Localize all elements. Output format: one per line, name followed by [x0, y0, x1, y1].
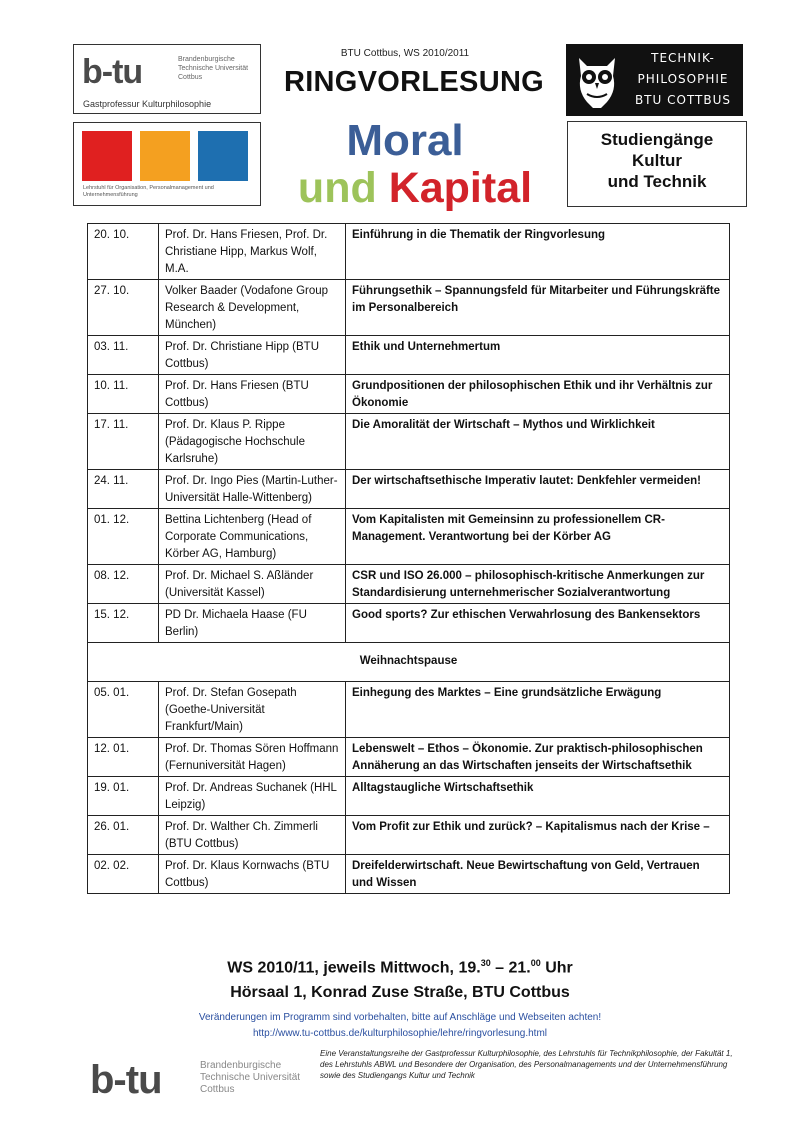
studiengaenge-logo — [567, 121, 747, 207]
chair-logo-caption: Lehrstuhl für Organisation, Personalmanagement und Unternehmensführung — [83, 185, 214, 198]
schedule-row — [88, 414, 730, 470]
schedule-row — [88, 470, 730, 509]
schedule-row — [88, 280, 730, 336]
speaker-cell: Prof. Dr. Hans Friesen (BTU Cottbus) — [159, 375, 346, 414]
schedule-row — [88, 375, 730, 414]
date-cell: 03. 11. — [88, 336, 159, 375]
speaker-cell: Prof. Dr. Stefan Gosepath (Goethe-Universität Frankfurt/Main) — [159, 682, 346, 738]
btu-logo — [73, 44, 261, 114]
topic-cell: Good sports? Zur ethischen Verwahrlosung des Bankensektors — [346, 604, 730, 643]
btu-footer-logo-university: Brandenburgische Technische Universität Cottbus — [200, 1060, 301, 1095]
speaker-cell: Prof. Dr. Walther Ch. Zimmerli (BTU Cottbus) — [159, 816, 346, 855]
technikphilosophie-logo — [566, 44, 743, 116]
lecture-schedule-table — [87, 223, 730, 894]
date-cell: 17. 11. — [88, 414, 159, 470]
topic-cell: CSR und ISO 26.000 – philosophisch-kritische Anmerkungen zur Standardisierung unternehmerischer Sozialverantwortung — [346, 565, 730, 604]
schedule-row — [88, 336, 730, 375]
event-title: RINGVORLESUNG — [283, 66, 545, 98]
date-cell: 01. 12. — [88, 509, 159, 565]
schedule-row — [88, 224, 730, 280]
schedule-row — [88, 565, 730, 604]
red-square — [82, 131, 132, 181]
speaker-cell: Prof. Dr. Klaus Kornwachs (BTU Cottbus) — [159, 855, 346, 894]
philo-logo-line3: BTU COTTBUS — [634, 93, 732, 107]
btu-footer-logo-mark: b-tu — [90, 1058, 162, 1102]
place-info: Hörsaal 1, Konrad Zuse Straße, BTU Cottbus — [230, 984, 570, 1001]
study-logo-line3: und Technik — [607, 172, 707, 191]
date-cell: 10. 11. — [88, 375, 159, 414]
topic-cell: Alltagstaugliche Wirtschaftsethik — [346, 777, 730, 816]
christmas-break-label: Weihnachtspause — [88, 643, 730, 682]
speaker-cell: Prof. Dr. Klaus P. Rippe (Pädagogische Hochschule Karlsruhe) — [159, 414, 346, 470]
speaker-cell: Prof. Dr. Ingo Pies (Martin-Luther-Universität Halle-Wittenberg) — [159, 470, 346, 509]
btu-logo-caption: Gastprofessur Kulturphilosophie — [83, 99, 212, 109]
organizer-description: Eine Veranstaltungsreihe der Gastprofessur Kulturphilosophie, des Lehrstuhls für Technikphilosophie, der Fakultät 1, des Lehrstuhls ABWL und Besondere der Organisation, des Personalmanagements und der Unternehmensführung sowie des Studiengangs Kultur und Technik — [320, 1049, 733, 1080]
speaker-cell: Prof. Dr. Christiane Hipp (BTU Cottbus) — [159, 336, 346, 375]
event-subtitle: BTU Cottbus, WS 2010/2011 — [340, 48, 470, 59]
title-kapital: Kapital — [388, 164, 533, 212]
study-logo-line2: Kultur — [631, 151, 683, 170]
date-cell: 26. 01. — [88, 816, 159, 855]
topic-cell: Führungsethik – Spannungsfeld für Mitarbeiter und Führungskräfte im Personalbereich — [346, 280, 730, 336]
title-und: und — [297, 164, 377, 212]
schedule-row — [88, 777, 730, 816]
schedule-row — [88, 682, 730, 738]
topic-cell: Ethik und Unternehmertum — [346, 336, 730, 375]
orange-square — [140, 131, 190, 181]
speaker-cell: Prof. Dr. Hans Friesen, Prof. Dr. Christiane Hipp, Markus Wolf, M.A. — [159, 224, 346, 280]
date-cell: 20. 10. — [88, 224, 159, 280]
date-cell: 19. 01. — [88, 777, 159, 816]
topic-cell: Vom Profit zur Ethik und zurück? – Kapitalismus nach der Krise – — [346, 816, 730, 855]
philo-logo-line1: TECHNIK- — [651, 51, 715, 65]
btu-logo-mark: b-tu — [82, 53, 143, 91]
program-url-link[interactable]: http://www.tu-cottbus.de/kulturphilosophie/lehre/ringvorlesung.html — [252, 1028, 548, 1039]
date-cell: 12. 01. — [88, 738, 159, 777]
date-cell: 05. 01. — [88, 682, 159, 738]
topic-cell: Die Amoralität der Wirtschaft – Mythos und Wirklichkeit — [346, 414, 730, 470]
schedule-row — [88, 509, 730, 565]
schedule-break-row — [88, 643, 730, 682]
topic-cell: Dreifelderwirtschaft. Neue Bewirtschaftung von Geld, Vertrauen und Wissen — [346, 855, 730, 894]
title-moral: Moral — [346, 116, 464, 165]
speaker-cell: Prof. Dr. Andreas Suchanek (HHL Leipzig) — [159, 777, 346, 816]
blue-square — [198, 131, 248, 181]
time-info: WS 2010/11, jeweils Mittwoch, 19.30 – 21.00 Uhr — [227, 958, 573, 977]
schedule-row — [88, 738, 730, 777]
date-cell: 24. 11. — [88, 470, 159, 509]
speaker-cell: Prof. Dr. Thomas Sören Hoffmann (Fernuniversität Hagen) — [159, 738, 346, 777]
topic-cell: Einhegung des Marktes – Eine grundsätzliche Erwägung — [346, 682, 730, 738]
topic-cell: Einführung in die Thematik der Ringvorlesung — [346, 224, 730, 280]
speaker-cell: Bettina Lichtenberg (Head of Corporate Communications, Körber AG, Hamburg) — [159, 509, 346, 565]
date-cell: 08. 12. — [88, 565, 159, 604]
change-notice: Veränderungen im Programm sind vorbehalten, bitte auf Anschläge und Webseiten achten! — [198, 1012, 602, 1023]
chair-logo — [73, 122, 261, 206]
topic-cell: Lebenswelt – Ethos – Ökonomie. Zur praktisch-philosophischen Annäherung an das Wirtschaften jenseits der Wirtschaftsethik — [346, 738, 730, 777]
speaker-cell: Volker Baader (Vodafone Group Research & Development, München) — [159, 280, 346, 336]
speaker-cell: Prof. Dr. Michael S. Aßländer (Universität Kassel) — [159, 565, 346, 604]
date-cell: 27. 10. — [88, 280, 159, 336]
philo-logo-line2: PHILOSOPHIE — [637, 72, 729, 86]
schedule-row — [88, 855, 730, 894]
topic-cell: Grundpositionen der philosophischen Ethik und ihr Verhältnis zur Ökonomie — [346, 375, 730, 414]
date-cell: 02. 02. — [88, 855, 159, 894]
schedule-row — [88, 604, 730, 643]
title-und-kapital — [270, 164, 560, 213]
topic-cell: Der wirtschaftsethische Imperativ lautet: Denkfehler vermeiden! — [346, 470, 730, 509]
topic-cell: Vom Kapitalisten mit Gemeinsinn zu professionellem CR-Management. Verantwortung bei der Körber AG — [346, 509, 730, 565]
study-logo-line1: Studiengänge — [600, 130, 714, 149]
owl-icon — [573, 50, 621, 110]
speaker-cell: PD Dr. Michaela Haase (FU Berlin) — [159, 604, 346, 643]
btu-logo-university: Brandenburgische Technische Universität Cottbus — [178, 56, 249, 81]
date-cell: 15. 12. — [88, 604, 159, 643]
schedule-row — [88, 816, 730, 855]
